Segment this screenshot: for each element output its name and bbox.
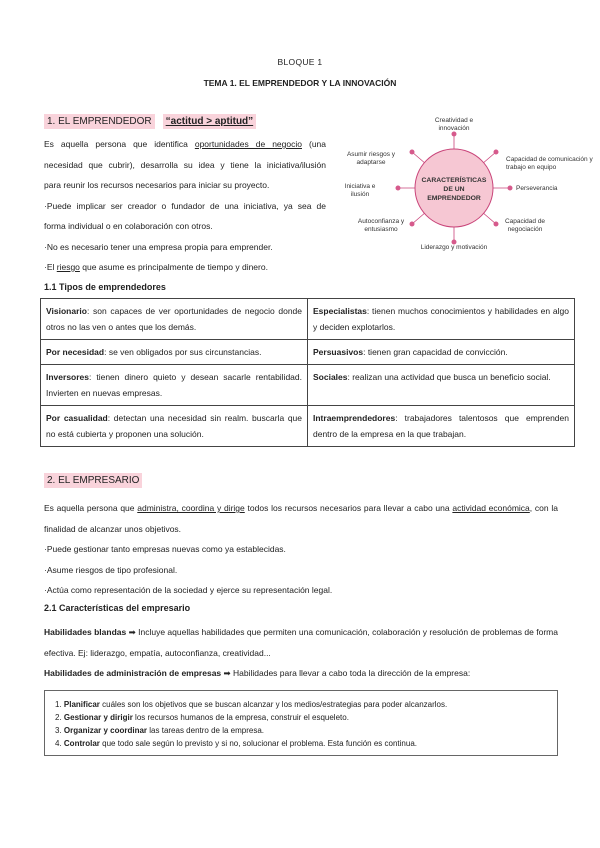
block-label: BLOQUE 1	[277, 57, 323, 67]
node-dot	[508, 186, 513, 191]
function-number: 2.	[55, 713, 64, 722]
function-desc: las tareas dentro de la empresa.	[147, 726, 264, 735]
soft-skills-desc: ➡ Incluye aquellas habilidades que permiten una comunicación, colaboración y resolución de problemas de forma efectiva. Ej: liderazgo, empatía, autoconfianza, creatividad...	[44, 627, 558, 658]
businessman-bullet-2: ·Asume riesgos de tipo profesional.	[44, 564, 178, 575]
bullet-3-b: que asume es principalmente de tiempo y dinero.	[79, 262, 268, 272]
type-term: Sociales	[313, 372, 348, 382]
type-desc: : tienen muchos conocimientos y habilidades en algo y deciden explotarlos.	[313, 306, 569, 332]
function-item	[55, 724, 547, 737]
section-1-title: 1. EL EMPRENDEDOR	[44, 114, 155, 129]
node-dot	[396, 186, 401, 191]
function-number: 3.	[55, 726, 64, 735]
table-row	[41, 365, 575, 406]
table-cell	[308, 406, 575, 447]
char-initiative: Iniciativa e ilusión	[344, 183, 376, 198]
type-desc: : trabajadores talentosos que emprenden dentro de la empresa en la que trabajan.	[313, 413, 569, 439]
type-desc: : tienen dinero quieto y desean sacarle rentabilidad. Invierten en nuevas empresas.	[46, 372, 302, 398]
section-1-heading	[44, 116, 256, 127]
bdef-a: Es aquella persona que	[44, 503, 138, 513]
function-number: 1.	[55, 700, 64, 709]
type-term: Inversores	[46, 372, 89, 382]
management-functions-box	[44, 690, 558, 756]
function-desc: cuáles son los objetivos que se buscan alcanzar y los medios/estrategias para poder alcanzarlos.	[99, 700, 448, 709]
table-cell	[308, 365, 575, 406]
table-cell	[308, 340, 575, 365]
table-cell	[308, 299, 575, 340]
soft-skills-term: Habilidades blandas	[44, 627, 127, 637]
type-term: Por casualidad	[46, 413, 108, 423]
function-item	[55, 698, 547, 711]
function-term: Controlar	[63, 739, 100, 748]
function-item	[55, 737, 547, 750]
def-underlined-opportunities: oportunidades de negocio	[194, 139, 302, 149]
char-self-confidence: Autoconfianza y entusiasmo	[357, 218, 405, 233]
businessman-bullet-3: ·Actúa como representación de la sociedad y ejerce su representación legal.	[44, 585, 333, 595]
function-number: 4.	[55, 739, 64, 748]
type-term: Especialistas	[313, 306, 367, 316]
node-dot	[494, 150, 499, 155]
topic-title: TEMA 1. EL EMPRENDEDOR Y LA INNOVACIÓN	[203, 78, 397, 88]
def-line-3: para reunir los recursos necesarios para iniciar su proyecto.	[44, 180, 270, 190]
table-cell	[41, 299, 308, 340]
skills-text	[44, 622, 558, 684]
type-term: Intraemprendedores	[313, 413, 396, 423]
bdef-administers: administra, coordina y dirige	[137, 503, 245, 513]
type-desc: : son capaces de ver oportunidades de negocio donde otros no las ven o antes que los demás.	[46, 306, 302, 332]
soft-skills	[44, 622, 558, 663]
bullet-2: ·No es necesario tener una empresa propia para emprender.	[44, 241, 273, 252]
bdef-c: , con la finalidad de alcanzar unos objetivos.	[44, 503, 558, 534]
entrepreneur-types-table	[40, 298, 575, 447]
type-desc: : se ven obligados por sus circunstancias.	[104, 347, 262, 357]
function-desc: que todo sale según lo previsto y si no, solucionar el problema. Esta función es continua.	[99, 739, 417, 748]
char-creativity: Creatividad e innovación	[434, 117, 474, 132]
table-row	[41, 299, 575, 340]
char-communication: Capacidad de comunicación y trabajo en equipo	[506, 156, 593, 171]
type-desc: : tienen gran capacidad de convicción.	[363, 347, 508, 357]
table-cell	[41, 365, 308, 406]
table-cell	[41, 340, 308, 365]
function-item	[55, 711, 547, 724]
bdef-b: todos los recursos necesarios para llevar a cabo una	[244, 503, 453, 513]
table-row	[41, 340, 575, 365]
function-term: Planificar	[63, 700, 100, 709]
table-cell	[41, 406, 308, 447]
char-risk: Asumir riesgos y adaptarse	[346, 151, 396, 166]
bullet-3-risk: riesgo	[56, 262, 80, 272]
type-desc: : detectan una necesidad sin realm. buscarla que no está cubierta y proponen una solución.	[46, 413, 303, 439]
subsection-1-1-title: 1.1 Tipos de emprendedores	[44, 282, 166, 292]
def-text-b: (una	[301, 139, 327, 149]
bullet-3	[44, 257, 326, 278]
section-2-heading	[44, 475, 142, 486]
admin-skills-term: Habilidades de administración de empresas	[44, 668, 222, 678]
admin-skills	[44, 663, 558, 684]
businessman-bullet-1: ·Puede gestionar tanto empresas nuevas como ya establecidas.	[44, 544, 286, 554]
bullet-3-a: ·El	[44, 262, 57, 272]
diagram-center-label: CARACTERÍSTICAS DE UN EMPRENDEDOR	[421, 177, 487, 202]
businessman-def-paragraph	[44, 498, 558, 539]
function-term: Gestionar y dirigir	[63, 713, 133, 722]
function-desc: los recursos humanos de la empresa, construir el esqueleto.	[132, 713, 349, 722]
bullet-1-line-1: ·Puede implicar ser creador o fundador de una iniciativa, ya sea de	[44, 200, 326, 211]
bdef-economic-activity: actividad económica	[452, 503, 530, 513]
node-dot	[410, 150, 415, 155]
type-desc: : realizan una actividad que busca un beneficio social.	[347, 372, 551, 382]
type-term: Visionario	[46, 306, 87, 316]
bullet-1-line-2: forma individual o en colaboración con otros.	[44, 221, 213, 231]
def-line-2: necesidad que cubrir), desarrolla su idea y tiene la iniciativa/ilusión	[44, 159, 326, 170]
function-term: Organizar y coordinar	[63, 726, 148, 735]
table-row	[41, 406, 575, 447]
entrepreneur-definition	[44, 134, 326, 278]
def-text-a: Es aquella persona que identifica	[44, 139, 195, 149]
char-perseverance: Perseverancia	[516, 185, 558, 192]
subsection-2-1-title: 2.1 Características del empresario	[44, 603, 191, 613]
section-1-motto: “actitud > aptitud”	[163, 114, 257, 129]
admin-skills-desc: ➡ Habilidades para llevar a cabo toda la dirección de la empresa:	[221, 668, 471, 678]
type-term: Por necesidad	[46, 347, 105, 357]
char-negotiation: Capacidad de negociación	[504, 218, 546, 233]
businessman-definition	[44, 498, 558, 601]
type-term: Persuasivos	[313, 347, 364, 357]
char-leadership: Liderazgo y motivación	[420, 244, 488, 251]
section-2-title: 2. EL EMPRESARIO	[44, 473, 142, 488]
